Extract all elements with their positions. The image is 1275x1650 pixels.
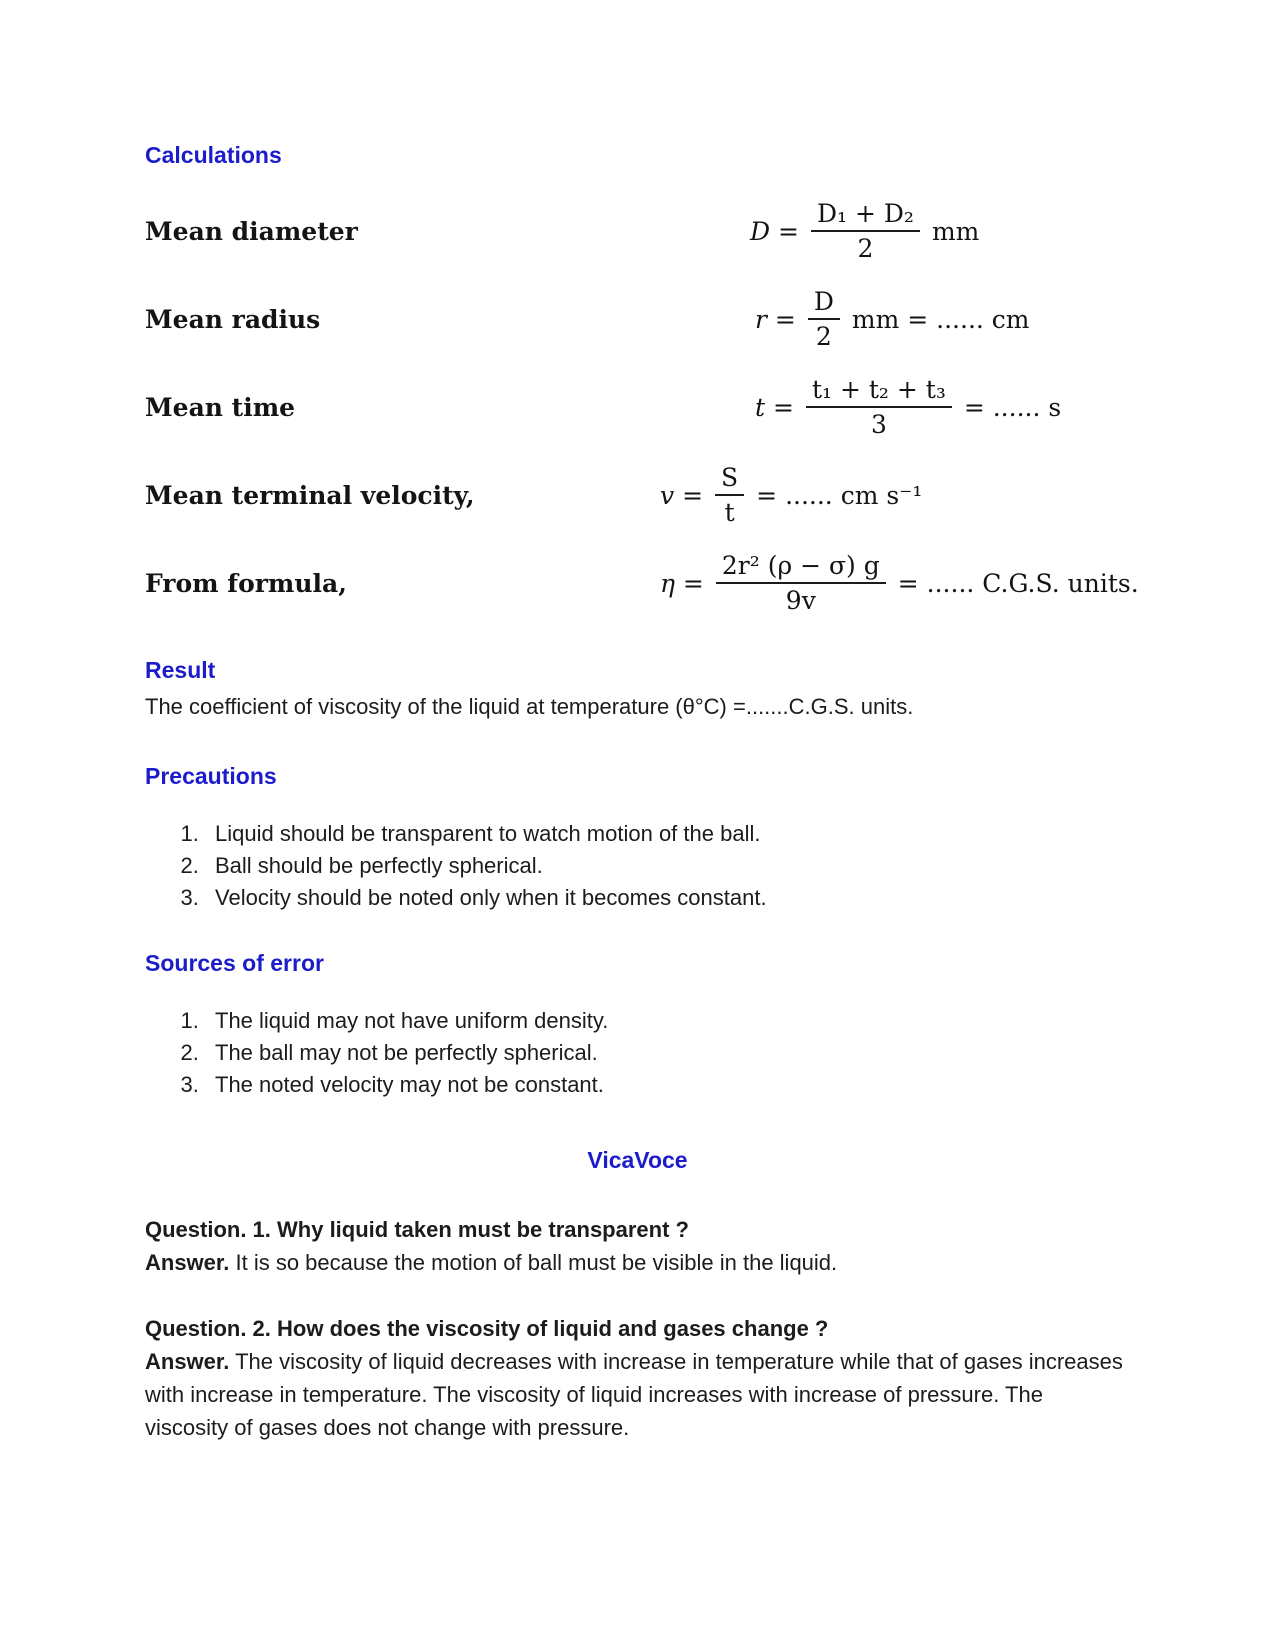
formula-fraction <box>806 376 952 439</box>
formula-fraction <box>715 464 744 527</box>
precautions-section <box>145 763 1130 914</box>
formula-viscosity <box>660 552 1139 615</box>
question-1: Question. 1. Why liquid taken must be transparent ? <box>145 1217 689 1242</box>
fraction-denominator: 2 <box>857 234 874 263</box>
answer-1 <box>145 1246 1130 1279</box>
fraction-denominator: 9v <box>785 586 816 615</box>
formula-suffix: mm = ...... cm <box>851 304 1030 334</box>
calc-label: Mean terminal velocity, <box>145 480 475 510</box>
sources-of-error-list <box>205 1005 1130 1101</box>
formula-suffix: = ...... C.G.S. units. <box>897 568 1139 598</box>
formula-suffix: = ...... s <box>963 392 1062 422</box>
result-heading: Result <box>145 657 216 683</box>
formula-mean-radius <box>755 288 1030 351</box>
list-item: 2. Ball should be perfectly spherical. <box>205 850 1130 882</box>
list-item: 2. The ball may not be perfectly spherical. <box>205 1037 1130 1069</box>
fraction-denominator: t <box>724 498 735 527</box>
calc-label: From formula, <box>145 568 347 598</box>
calc-row-from-formula <box>145 547 1139 619</box>
calc-label: Mean diameter <box>145 216 358 246</box>
formula-terminal-velocity <box>660 464 922 527</box>
calc-label: Mean time <box>145 392 296 422</box>
result-text: The coefficient of viscosity of the liquid at temperature (θ°C) =.......C.G.S. units. <box>145 694 914 719</box>
formula-suffix: = ...... cm s⁻¹ <box>756 480 923 510</box>
formula-lhs: D = <box>750 216 799 246</box>
formula-fraction <box>808 288 840 351</box>
calc-row-mean-time <box>145 371 1130 443</box>
formula-suffix: mm <box>931 216 980 246</box>
formula-lhs: t = <box>755 392 794 422</box>
answer-label: Answer. <box>145 1250 230 1275</box>
list-item: 3. Velocity should be noted only when it becomes constant. <box>205 882 1130 914</box>
precautions-list <box>205 818 1130 914</box>
calc-row-mean-diameter <box>145 195 1130 267</box>
sources-of-error-heading: Sources of error <box>145 950 324 976</box>
formula-mean-diameter <box>750 200 979 263</box>
formula-mean-time <box>755 376 1061 439</box>
answer-2 <box>145 1345 1130 1444</box>
calc-label: Mean radius <box>145 304 321 334</box>
fraction-numerator: D₁ + D₂ <box>811 200 920 233</box>
answer-text: The viscosity of liquid decreases with increase in temperature while that of gases increases with increase in temperature. The viscosity of liquid increases with increase of pressure. The viscosity of gases does not change with pressure. <box>145 1349 1123 1440</box>
fraction-numerator: t₁ + t₂ + t₃ <box>806 376 952 409</box>
formula-lhs: r = <box>755 304 796 334</box>
formula-fraction <box>811 200 920 263</box>
fraction-denominator: 3 <box>870 410 887 439</box>
qa-block-1 <box>145 1214 1130 1279</box>
formula-lhs: η = <box>660 568 704 598</box>
list-item: 1. The liquid may not have uniform density. <box>205 1005 1130 1037</box>
list-item: 1. Liquid should be transparent to watch motion of the ball. <box>205 818 1130 850</box>
calc-row-mean-terminal-velocity <box>145 459 1130 531</box>
question-2: Question. 2. How does the viscosity of liquid and gases change ? <box>145 1316 829 1341</box>
fraction-numerator: 2r² (ρ − σ) g <box>716 552 886 585</box>
list-item: 3. The noted velocity may not be constant. <box>205 1069 1130 1101</box>
formula-lhs: v = <box>660 480 704 510</box>
calc-row-mean-radius <box>145 283 1130 355</box>
viva-voce-heading: VicaVoce <box>587 1147 688 1173</box>
sources-of-error-section <box>145 950 1130 1101</box>
result-section <box>145 657 1130 723</box>
formula-fraction <box>716 552 886 615</box>
calculations-section <box>145 142 1139 619</box>
answer-label: Answer. <box>145 1349 230 1374</box>
fraction-denominator: 2 <box>815 322 832 351</box>
fraction-numerator: D <box>808 288 840 321</box>
precautions-heading: Precautions <box>145 763 277 789</box>
answer-text: It is so because the motion of ball must be visible in the liquid. <box>229 1250 838 1275</box>
calculations-heading: Calculations <box>145 142 282 168</box>
qa-block-2 <box>145 1313 1130 1444</box>
fraction-numerator: S <box>715 464 744 497</box>
